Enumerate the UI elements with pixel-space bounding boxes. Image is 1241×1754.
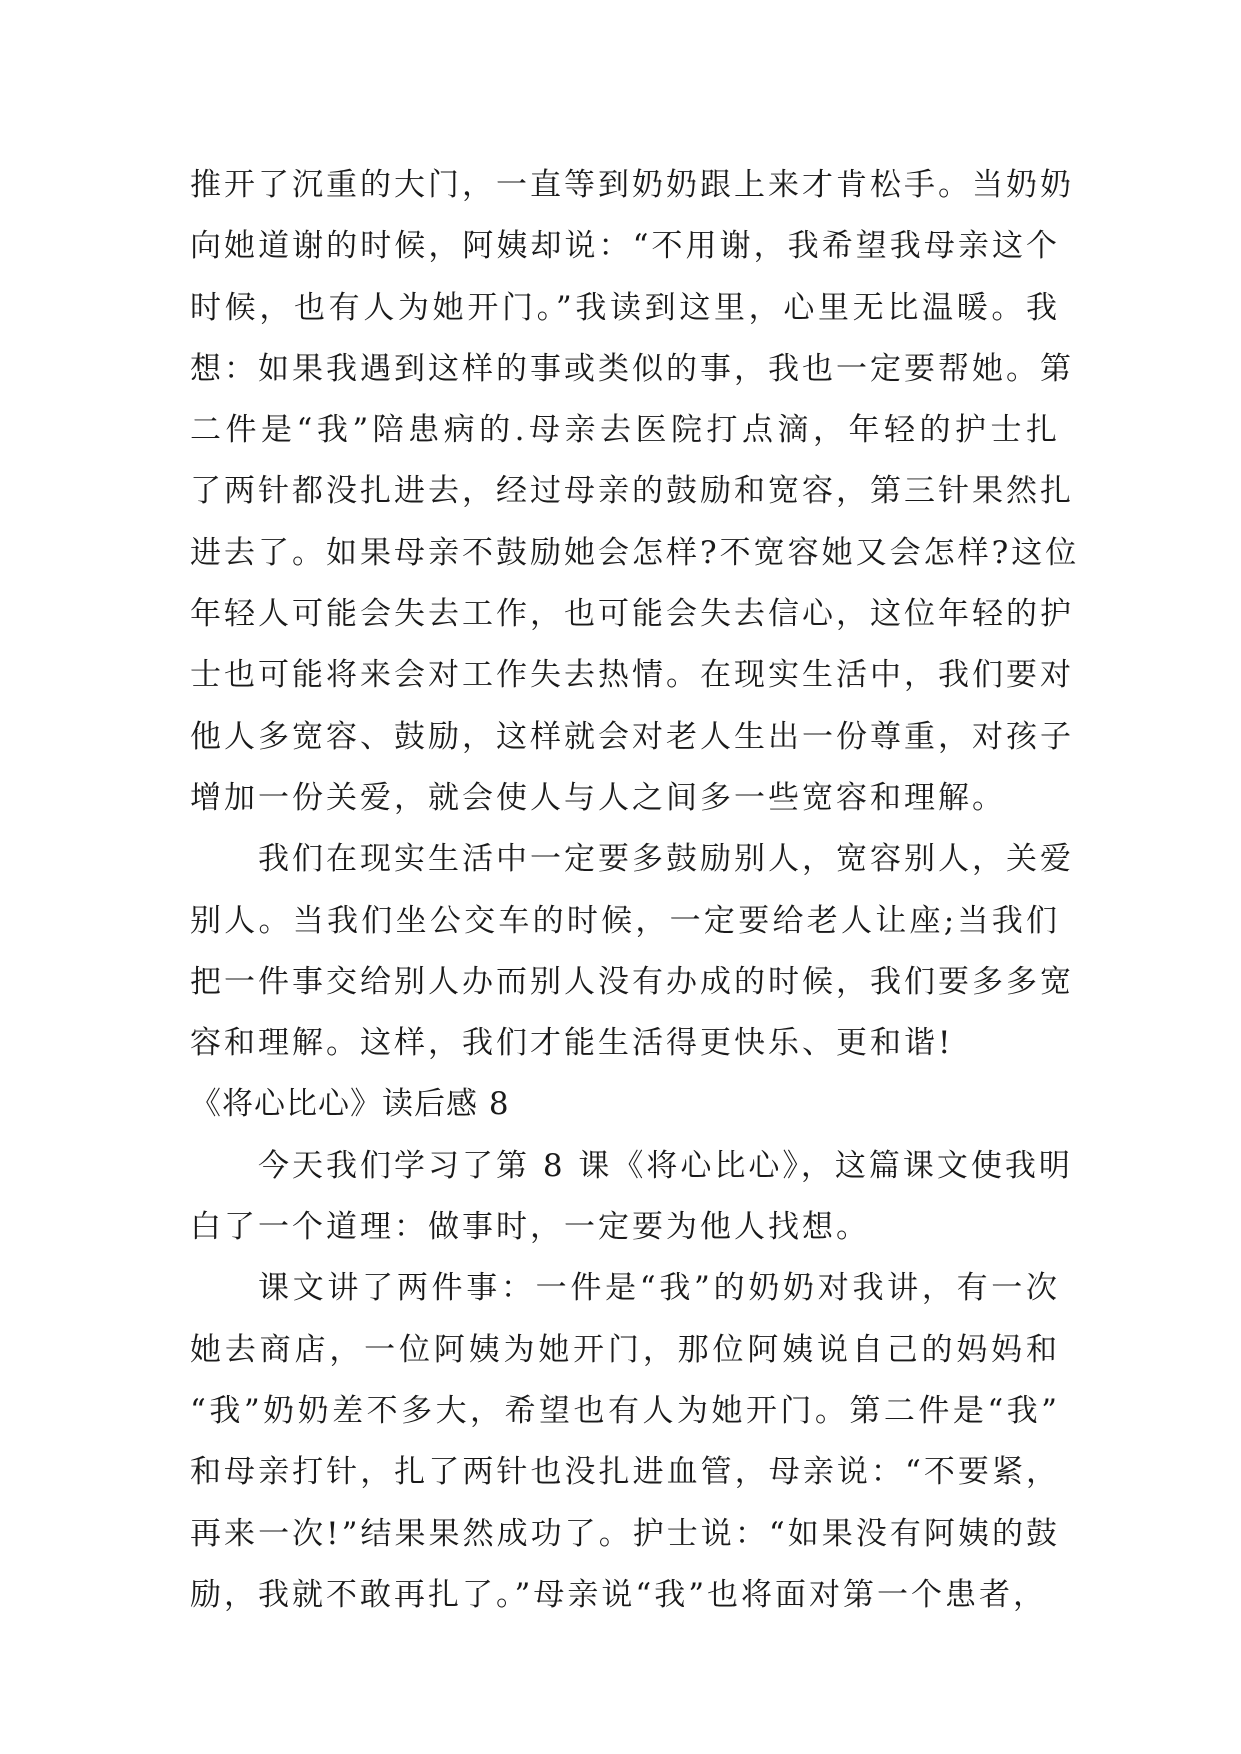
text-line: 士也可能将来会对工作失去热情。在现实生活中，我们要对: [190, 657, 1074, 694]
text-line: 把一件事交给别人办而别人没有办成的时候，我们要多多宽: [190, 963, 1074, 1000]
paragraph-summary: [190, 1258, 1060, 1626]
text-line: 推开了沉重的大门，一直等到奶奶跟上来才肯松手。当奶奶: [190, 167, 1074, 203]
text-line: 我们在现实生活中一定要多鼓励别人，宽容别人，关爱: [258, 841, 1074, 878]
text-line: 他人多宽容、鼓励，这样就会对老人生出一份尊重，对孩子: [190, 718, 1074, 755]
text-line: 二件是“我”陪患病的.母亲去医院打点滴，年轻的护士扎: [190, 412, 1060, 449]
text-line: 年轻人可能会失去工作，也可能会失去信心，这位年轻的护: [190, 596, 1074, 633]
text-line: 容和理解。这样，我们才能生活得更快乐、更和谐!: [190, 1025, 954, 1062]
text-line: 今天我们学习了第 8 课《将心比心》，这篇课文使我明: [258, 1147, 1073, 1184]
text-line: 别人。当我们坐公交车的时候，一定要给老人让座;当我们: [190, 902, 1060, 939]
text-line: 了两针都没扎进去，经过母亲的鼓励和宽容，第三针果然扎: [190, 473, 1074, 510]
paragraph-conclusion: [190, 829, 1074, 1074]
heading-text: 《将心比心》读后感 8: [190, 1086, 510, 1123]
text-line: 白了一个道理：做事时，一定要为他人找想。: [190, 1209, 870, 1246]
section-heading: [190, 1074, 1060, 1135]
text-line: 和母亲打针，扎了两针也没扎进血管，母亲说：“不要紧，: [190, 1454, 1060, 1491]
text-line: 她去商店，一位阿姨为她开门，那位阿姨说自己的妈妈和: [190, 1331, 1060, 1368]
paragraph-continuation: [190, 155, 1080, 829]
text-line: 进去了。如果母亲不鼓励她会怎样?不宽容她又会怎样?这位: [190, 534, 1080, 571]
paragraph-intro: [190, 1136, 1073, 1259]
text-line: 再来一次!”结果果然成功了。护士说：“如果没有阿姨的鼓: [190, 1515, 1060, 1552]
document-body: [190, 155, 1080, 1626]
text-line: 励，我就不敢再扎了。”母亲说“我”也将面对第一个患者，: [190, 1576, 1048, 1613]
text-line: 课文讲了两件事：一件是“我”的奶奶对我讲，有一次: [258, 1270, 1060, 1307]
text-line: “我”奶奶差不多大，希望也有人为她开门。第二件是“我”: [190, 1392, 1060, 1429]
text-line: 想：如果我遇到这样的事或类似的事，我也一定要帮她。第: [190, 350, 1074, 387]
text-line: 增加一份关爱，就会使人与人之间多一些宽容和理解。: [190, 779, 1006, 816]
text-line: 向她道谢的时候，阿姨却说：“不用谢，我希望我母亲这个: [190, 228, 1060, 265]
text-line: 时候，也有人为她开门。”我读到这里，心里无比温暖。我: [190, 289, 1060, 326]
